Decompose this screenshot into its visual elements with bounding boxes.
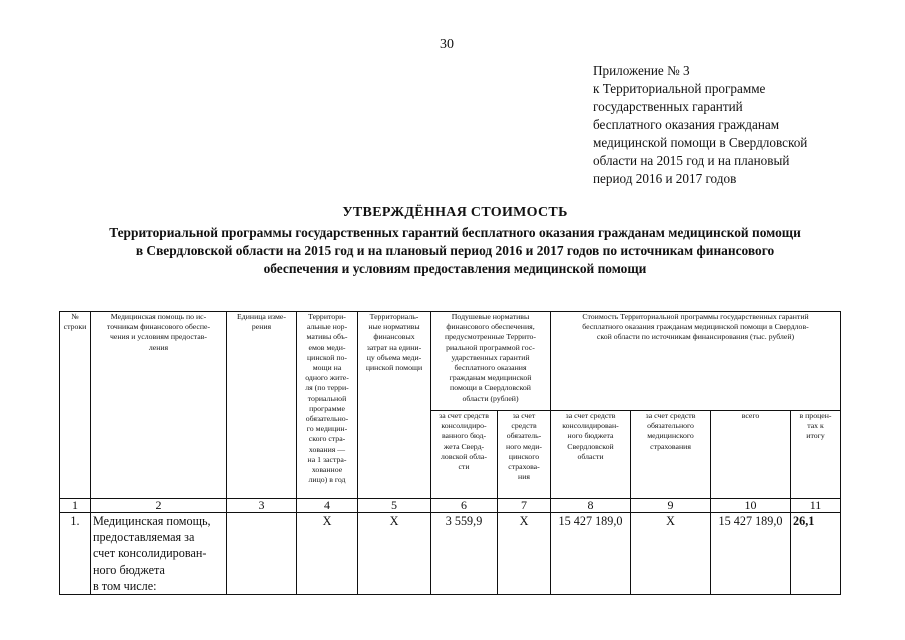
- header-total: всего: [711, 411, 791, 499]
- title-subtitle-line: обеспечения и условиям предоставления медицинской помощи: [263, 261, 647, 276]
- header-program-cost: Стоимость Территориальной программы государственных гарантий бесплатного оказания гражданам медицинской помощи в Свердлов- ской области по источникам финансирования (тыс. рублей): [551, 312, 841, 411]
- header-per-capita: Подушевые нормативы финансового обеспечения, предусмотренные Террито- риальной программой гос- ударственных гарантий бесплатного оказания гражданам медицинской помощи в Свердловской области (рублей): [431, 312, 551, 411]
- row-unit: [227, 513, 297, 595]
- title-subtitle-line: в Свердловской области на 2015 год и на плановый период 2016 и 2017 годов по источникам финансового: [135, 243, 775, 258]
- row-name: Медицинская помощь, предоставляемая за счет консолидирован- ного бюджета в том числе:: [91, 513, 227, 595]
- column-number: 5: [358, 499, 431, 513]
- header-consolidated-budget-cost: за счет средств консолидирован- ного бюджета Свердловской области: [551, 411, 631, 499]
- column-number: 1: [60, 499, 91, 513]
- appendix-note: [593, 62, 893, 188]
- row-cost-norm: Х: [358, 513, 431, 595]
- column-number: 4: [297, 499, 358, 513]
- row-percap-budget: 3 559,9: [431, 513, 498, 595]
- column-number: 7: [498, 499, 551, 513]
- appendix-line: медицинской помощи в Свердловской: [593, 135, 808, 150]
- row-percent: 26,1: [791, 513, 841, 595]
- column-number: 11: [791, 499, 841, 513]
- appendix-line: к Территориальной программе: [593, 81, 766, 96]
- title-subtitle-line: Территориальной программы государственных гарантий бесплатного оказания гражданам медицинской помощи: [109, 225, 801, 240]
- header-medical-care: Медицинская помощь по ис- точникам финансового обеспе- чения и условиям предостав- ления: [91, 312, 227, 499]
- appendix-line: области на 2015 год и на плановый: [593, 153, 790, 168]
- document-title: [40, 205, 870, 278]
- header-cost-norms: Территориаль- ные нормативы финансовых затрат на едини- цу объема меди- цинской помощи: [358, 312, 431, 499]
- header-unit: Единица изме- рения: [227, 312, 297, 499]
- column-number: 6: [431, 499, 498, 513]
- appendix-line: государственных гарантий: [593, 99, 743, 114]
- column-number: 2: [91, 499, 227, 513]
- cost-table: [59, 311, 841, 595]
- header-volume-norms: Территори- альные нор- мативы объ- емов меди- цинской по- мощи на одного жите- ля (по терри- ториальной программе обязательно- го медицин- ского стра- хования — на 1 застра- хованное лицо) в год: [297, 312, 358, 499]
- column-number: 10: [711, 499, 791, 513]
- appendix-line: бесплатного оказания гражданам: [593, 117, 780, 132]
- column-number: 8: [551, 499, 631, 513]
- header-insurance-percap: за счет средств обязатель- ного меди- цинского страхова- ния: [498, 411, 551, 499]
- column-number: 9: [631, 499, 711, 513]
- appendix-line: Приложение № 3: [593, 63, 690, 78]
- row-number: 1.: [60, 513, 91, 595]
- title-main: УТВЕРЖДЁННАЯ СТОИМОСТЬ: [342, 205, 568, 220]
- header-row-number: № строки: [60, 312, 91, 499]
- header-percent: в процен- тах к итогу: [791, 411, 841, 499]
- table-row: [60, 513, 841, 595]
- title-subtitle: [40, 224, 870, 278]
- row-cost-budget: 15 427 189,0: [551, 513, 631, 595]
- row-cost-insurance: Х: [631, 513, 711, 595]
- column-number: 3: [227, 499, 297, 513]
- appendix-line: период 2016 и 2017 годов: [593, 171, 737, 186]
- header-row-top: [60, 312, 841, 411]
- row-cost-total: 15 427 189,0: [711, 513, 791, 595]
- column-number-row: [60, 499, 841, 513]
- row-volume-norm: Х: [297, 513, 358, 595]
- row-percap-insurance: Х: [498, 513, 551, 595]
- header-consolidated-budget-percap: за счет средств консолидиро- ванного бюд- жета Сверд- ловской обла- сти: [431, 411, 498, 499]
- page-number: 30: [440, 37, 454, 52]
- header-insurance-cost: за счет средств обязательного медицинского страхования: [631, 411, 711, 499]
